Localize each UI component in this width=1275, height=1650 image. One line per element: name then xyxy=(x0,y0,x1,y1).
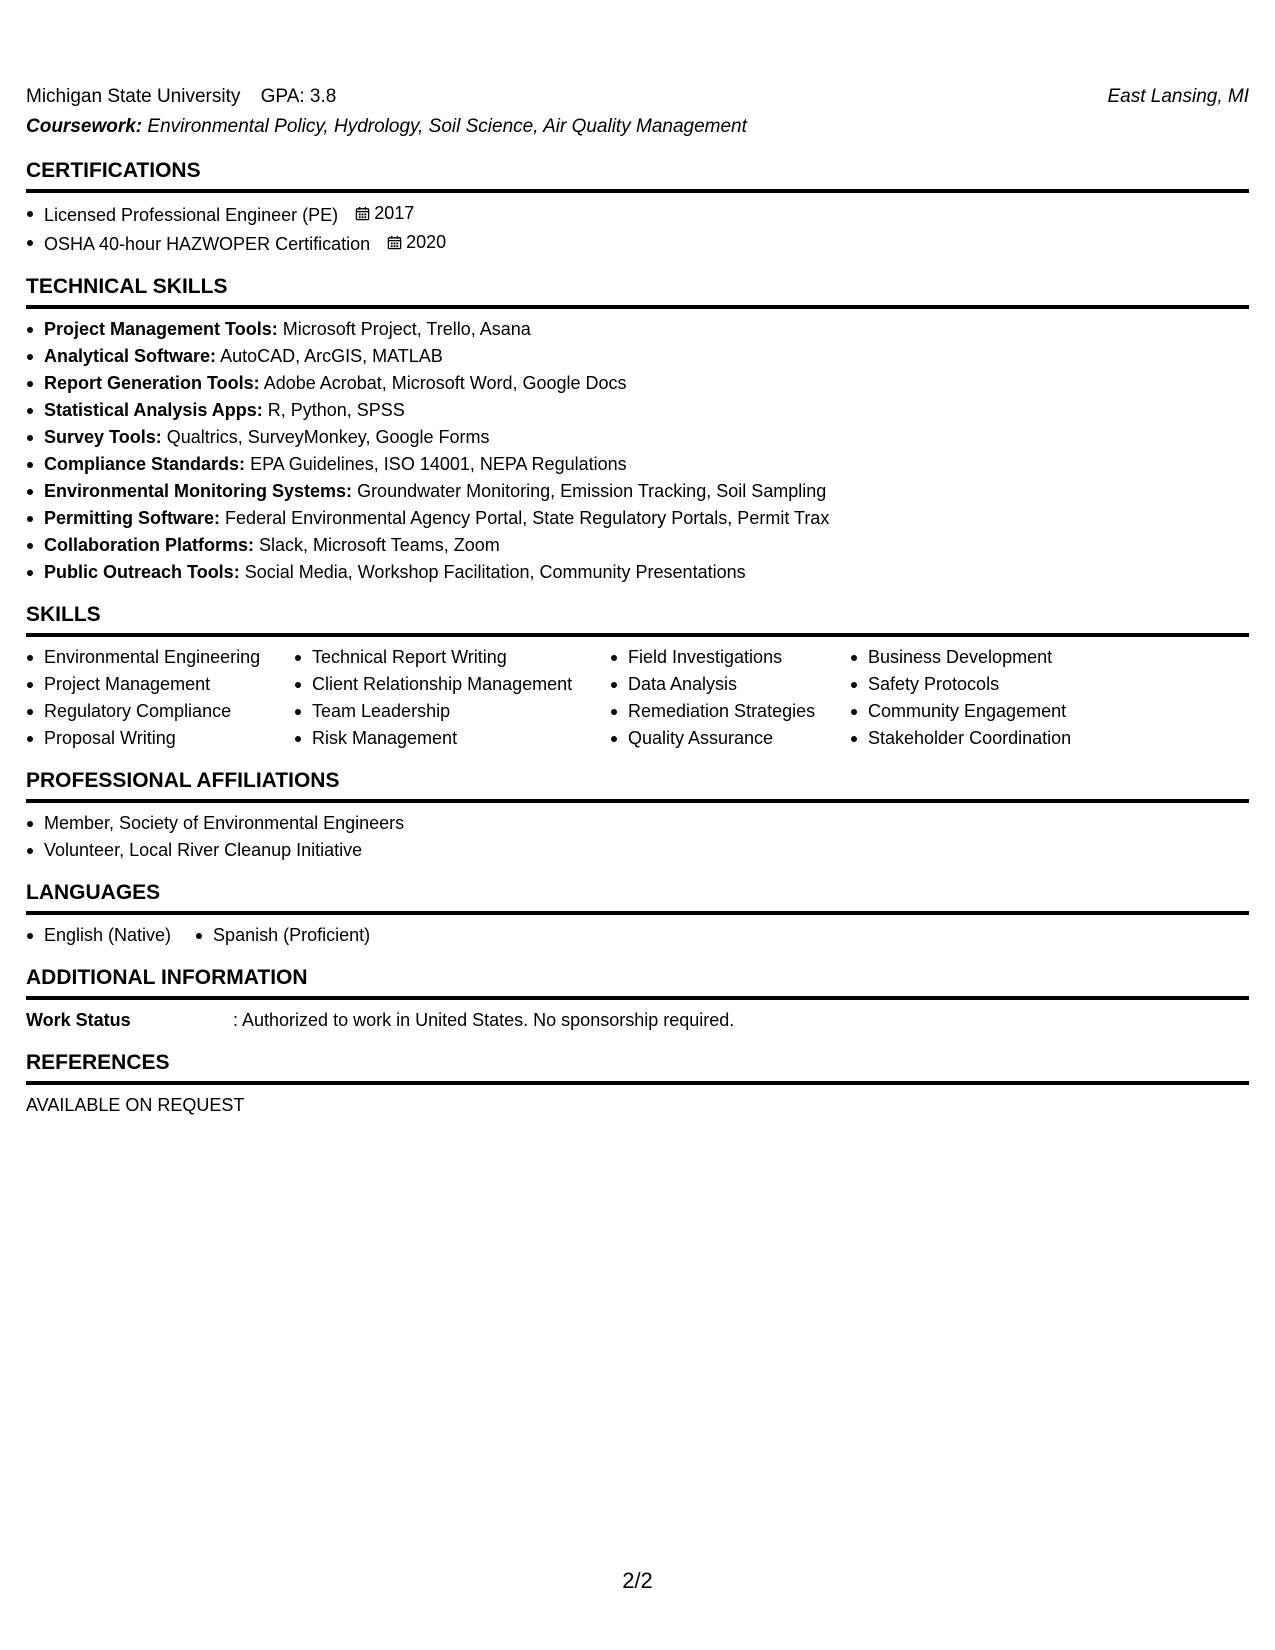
coursework-text: Environmental Policy, Hydrology, Soil Science, Air Quality Management xyxy=(147,116,747,137)
list-item: Technical Report Writing xyxy=(294,644,610,671)
list-item xyxy=(26,478,1249,505)
list-item: Business Development xyxy=(850,644,1110,671)
skills-column xyxy=(294,644,610,752)
skill-values: Adobe Acrobat, Microsoft Word, Google Docs xyxy=(263,373,627,393)
school-name: Michigan State University xyxy=(26,86,241,107)
skill-values: Microsoft Project, Trello, Asana xyxy=(282,319,531,339)
list-item: Client Relationship Management xyxy=(294,671,610,698)
skill-category: Survey Tools: xyxy=(44,427,162,447)
skill-category: Project Management Tools: xyxy=(44,319,278,339)
list-item: Data Analysis xyxy=(610,671,850,698)
skill-category: Statistical Analysis Apps: xyxy=(44,400,263,420)
list-item xyxy=(26,397,1249,424)
list-item xyxy=(26,229,1249,258)
list-item xyxy=(26,316,1249,343)
technical-skills-list xyxy=(26,316,1249,586)
skills-column xyxy=(850,644,1110,752)
skills-column xyxy=(610,644,850,752)
list-item: Proposal Writing xyxy=(26,725,294,752)
education-location: East Lansing, MI xyxy=(1107,86,1249,107)
affiliations-heading: PROFESSIONAL AFFILIATIONS xyxy=(26,768,1249,803)
work-status-row xyxy=(26,1007,1249,1034)
skill-values: Groundwater Monitoring, Emission Tracking, Soil Sampling xyxy=(357,481,827,501)
skill-values: Social Media, Workshop Facilitation, Community Presentations xyxy=(244,562,746,582)
page-number: 2/2 xyxy=(622,1568,653,1593)
list-item: Project Management xyxy=(26,671,294,698)
certification-name: Licensed Professional Engineer (PE) xyxy=(44,205,339,225)
list-item xyxy=(26,505,1249,532)
additional-info-heading: ADDITIONAL INFORMATION xyxy=(26,965,1249,1000)
skills-heading: SKILLS xyxy=(26,602,1249,637)
skill-category: Permitting Software: xyxy=(44,508,221,528)
list-item: Safety Protocols xyxy=(850,671,1110,698)
calendar-icon xyxy=(387,235,402,250)
skill-values: Qualtrics, SurveyMonkey, Google Forms xyxy=(166,427,490,447)
list-item: Regulatory Compliance xyxy=(26,698,294,725)
languages-heading: LANGUAGES xyxy=(26,880,1249,915)
list-item: Member, Society of Environmental Engineers xyxy=(26,810,1249,837)
list-item xyxy=(26,343,1249,370)
calendar-icon xyxy=(355,206,370,221)
certification-date xyxy=(355,200,414,227)
education-school-gpa xyxy=(26,82,336,112)
education-row xyxy=(26,82,1249,112)
skill-values: Slack, Microsoft Teams, Zoom xyxy=(259,535,500,555)
list-item xyxy=(26,424,1249,451)
list-item: Team Leadership xyxy=(294,698,610,725)
skill-values: EPA Guidelines, ISO 14001, NEPA Regulations xyxy=(250,454,627,474)
list-item xyxy=(26,451,1249,478)
skill-values: R, Python, SPSS xyxy=(267,400,405,420)
languages-list xyxy=(26,922,1249,949)
list-item xyxy=(26,532,1249,559)
list-item: Spanish (Proficient) xyxy=(195,922,370,949)
skills-column xyxy=(26,644,294,752)
skill-category: Analytical Software: xyxy=(44,346,217,366)
skill-values: AutoCAD, ArcGIS, MATLAB xyxy=(220,346,443,366)
list-item: English (Native) xyxy=(26,922,171,949)
resume-page xyxy=(26,82,1249,1119)
certification-year: 2017 xyxy=(374,203,415,223)
skill-category: Environmental Monitoring Systems: xyxy=(44,481,353,501)
work-status-value: : Authorized to work in United States. No sponsorship required. xyxy=(233,1010,735,1030)
list-item: Stakeholder Coordination xyxy=(850,725,1110,752)
technical-skills-heading: TECHNICAL SKILLS xyxy=(26,274,1249,309)
certification-year: 2020 xyxy=(406,232,447,252)
certifications-list xyxy=(26,200,1249,258)
certifications-heading: CERTIFICATIONS xyxy=(26,158,1249,193)
list-item xyxy=(26,559,1249,586)
affiliations-list xyxy=(26,810,1249,864)
certification-date xyxy=(387,229,446,256)
skill-category: Report Generation Tools: xyxy=(44,373,260,393)
gpa: GPA: 3.8 xyxy=(260,86,337,107)
list-item: Community Engagement xyxy=(850,698,1110,725)
skill-category: Compliance Standards: xyxy=(44,454,246,474)
skill-category: Public Outreach Tools: xyxy=(44,562,240,582)
work-status-label: Work Status xyxy=(26,1010,131,1030)
list-item: Remediation Strategies xyxy=(610,698,850,725)
skills-grid xyxy=(26,644,1249,752)
skill-values: Federal Environmental Agency Portal, State Regulatory Portals, Permit Trax xyxy=(225,508,830,528)
skill-category: Collaboration Platforms: xyxy=(44,535,255,555)
list-item: Field Investigations xyxy=(610,644,850,671)
list-item xyxy=(26,370,1249,397)
list-item xyxy=(26,200,1249,229)
list-item: Risk Management xyxy=(294,725,610,752)
references-heading: REFERENCES xyxy=(26,1050,1249,1085)
coursework xyxy=(26,112,1249,142)
list-item: Volunteer, Local River Cleanup Initiative xyxy=(26,837,1249,864)
list-item: Quality Assurance xyxy=(610,725,850,752)
list-item: Environmental Engineering xyxy=(26,644,294,671)
certification-name: OSHA 40-hour HAZWOPER Certification xyxy=(44,234,371,254)
coursework-label: Coursework: xyxy=(26,116,143,137)
references-text: AVAILABLE ON REQUEST xyxy=(26,1095,245,1115)
